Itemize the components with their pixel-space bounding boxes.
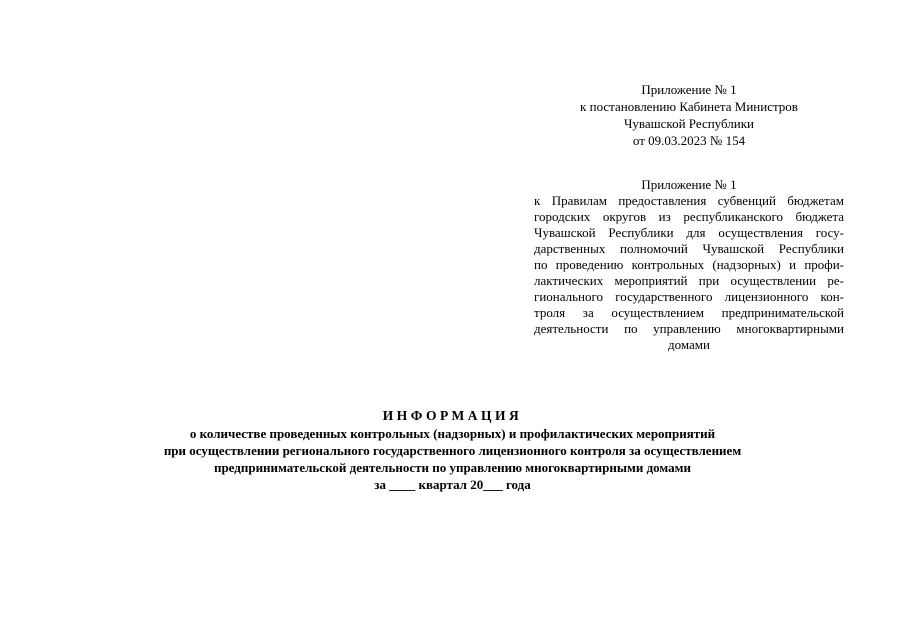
appendix-rules-line: городских округов из республиканского бюджета xyxy=(534,209,844,224)
appendix-resolution-date: от 09.03.2023 № 154 xyxy=(632,133,746,148)
appendix-rules-line: троля за осуществлением предпринимательской xyxy=(534,305,844,320)
document-subtitle-line: предпринимательской деятельности по управлению многоквартирными домами xyxy=(213,460,692,475)
appendix-resolution-block xyxy=(534,81,844,149)
document-period-line: за ____ квартал 20___ года xyxy=(374,477,531,492)
appendix-rules-text xyxy=(534,193,844,353)
appendix-resolution-reference: к постановлению Кабинета Министров xyxy=(580,99,798,114)
appendix-rules-line: гионального государственного лицензионного кон- xyxy=(534,289,844,304)
appendix-resolution-republic: Чувашской Республики xyxy=(623,116,755,131)
document-subtitle-line: о количестве проведенных контрольных (надзорных) и профилактических мероприятий xyxy=(189,426,716,441)
appendix-rules-line: Чувашской Республики для осуществления госу- xyxy=(534,225,844,240)
appendix-rules-line: домами xyxy=(668,337,710,352)
document-subtitle-line: при осуществлении регионального государственного лицензионного контроля за осуществлением xyxy=(163,443,742,458)
appendix-rules-line: лактических мероприятий при осуществлении ре- xyxy=(534,273,844,288)
appendix-rules-number: Приложение № 1 xyxy=(641,177,737,192)
appendix-rules-line: деятельности по управлению многоквартирными xyxy=(534,321,844,336)
appendix-rules-line: к Правилам предоставления субвенций бюджетам xyxy=(534,193,844,208)
appendix-rules-line: дарственных полномочий Чувашской Республики xyxy=(534,241,844,256)
document-title: ИНФОРМАЦИЯ xyxy=(382,408,523,423)
appendix-resolution-number: Приложение № 1 xyxy=(641,82,737,97)
appendix-rules-line: по проведению контрольных (надзорных) и профи- xyxy=(534,257,844,272)
document-heading xyxy=(100,407,805,493)
